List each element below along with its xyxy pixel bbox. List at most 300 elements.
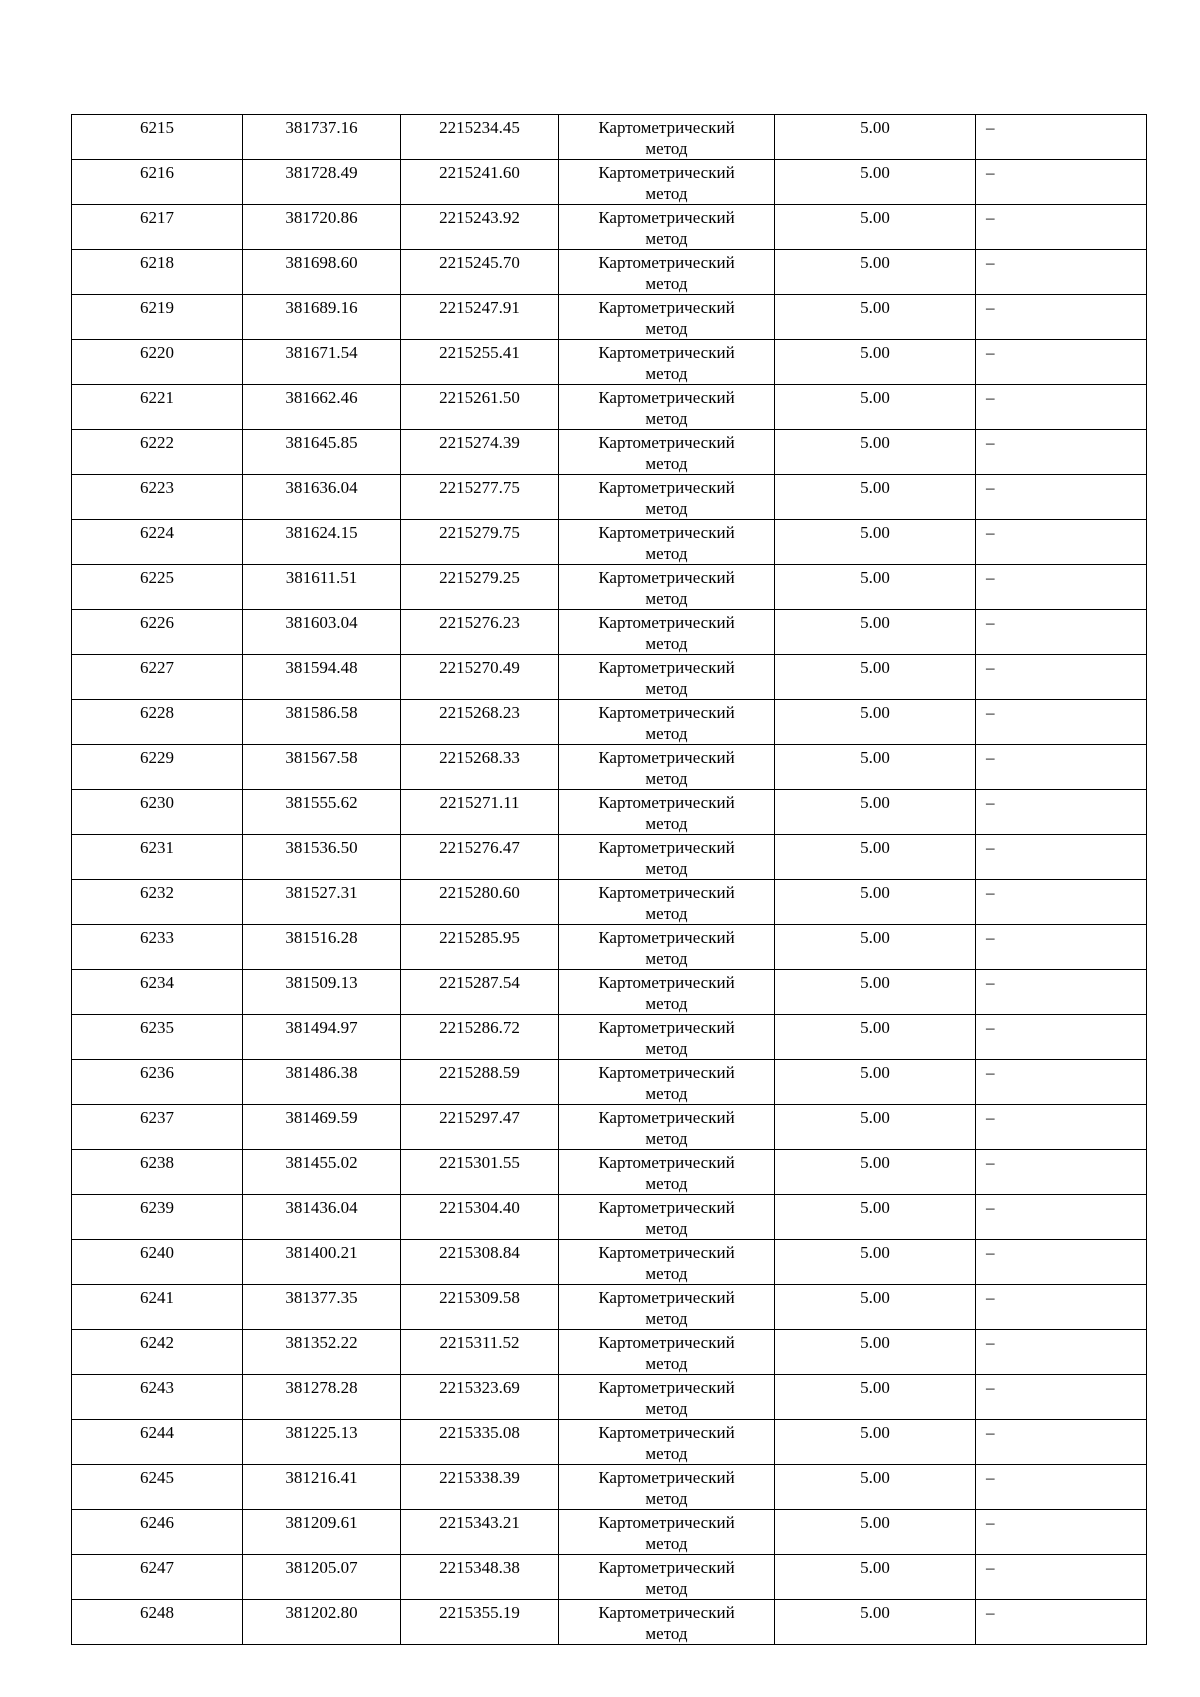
y-coordinate-cell: 2215348.38: [401, 1555, 559, 1600]
x-coordinate-cell: 381698.60: [243, 250, 401, 295]
note-cell: –: [976, 115, 1147, 160]
method-line-1: Картометрический: [598, 928, 735, 947]
method-cell: [559, 1420, 775, 1465]
table-row: [72, 880, 1147, 925]
method-line-1: Картометрический: [598, 1063, 735, 1082]
x-coordinate-cell: 381567.58: [243, 745, 401, 790]
table-row: [72, 475, 1147, 520]
method-line-2: метод: [645, 1039, 688, 1058]
table-row: [72, 745, 1147, 790]
y-coordinate-cell: 2215338.39: [401, 1465, 559, 1510]
y-coordinate-cell: 2215311.52: [401, 1330, 559, 1375]
table-row: [72, 925, 1147, 970]
y-coordinate-cell: 2215323.69: [401, 1375, 559, 1420]
accuracy-cell: 5.00: [775, 160, 976, 205]
accuracy-cell: 5.00: [775, 295, 976, 340]
x-coordinate-cell: 381671.54: [243, 340, 401, 385]
accuracy-cell: 5.00: [775, 745, 976, 790]
table-row: [72, 1510, 1147, 1555]
method-line-1: Картометрический: [598, 568, 735, 587]
point-number-cell: 6248: [72, 1600, 243, 1645]
table-row: [72, 1015, 1147, 1060]
table-row: [72, 115, 1147, 160]
method-line-1: Картометрический: [598, 1423, 735, 1442]
method-line-2: метод: [645, 1264, 688, 1283]
method-cell: [559, 655, 775, 700]
y-coordinate-cell: 2215335.08: [401, 1420, 559, 1465]
point-number-cell: 6238: [72, 1150, 243, 1195]
method-line-1: Картометрический: [598, 658, 735, 677]
table-row: [72, 1375, 1147, 1420]
note-cell: –: [976, 1195, 1147, 1240]
note-cell: –: [976, 1285, 1147, 1330]
method-line-2: метод: [645, 1624, 688, 1643]
y-coordinate-cell: 2215301.55: [401, 1150, 559, 1195]
method-line-2: метод: [645, 499, 688, 518]
point-number-cell: 6228: [72, 700, 243, 745]
note-cell: –: [976, 205, 1147, 250]
point-number-cell: 6218: [72, 250, 243, 295]
point-number-cell: 6215: [72, 115, 243, 160]
x-coordinate-cell: 381225.13: [243, 1420, 401, 1465]
y-coordinate-cell: 2215308.84: [401, 1240, 559, 1285]
method-cell: [559, 1465, 775, 1510]
note-cell: –: [976, 1105, 1147, 1150]
table-row: [72, 1330, 1147, 1375]
method-line-2: метод: [645, 1084, 688, 1103]
table-row: [72, 1150, 1147, 1195]
method-cell: [559, 1510, 775, 1555]
point-number-cell: 6243: [72, 1375, 243, 1420]
accuracy-cell: 5.00: [775, 1240, 976, 1285]
method-line-1: Картометрический: [598, 748, 735, 767]
point-number-cell: 6217: [72, 205, 243, 250]
method-line-2: метод: [645, 184, 688, 203]
method-cell: [559, 520, 775, 565]
method-cell: [559, 340, 775, 385]
point-number-cell: 6229: [72, 745, 243, 790]
note-cell: –: [976, 160, 1147, 205]
accuracy-cell: 5.00: [775, 520, 976, 565]
method-line-2: метод: [645, 544, 688, 563]
note-cell: –: [976, 835, 1147, 880]
method-line-1: Картометрический: [598, 343, 735, 362]
table-row: [72, 700, 1147, 745]
table-row: [72, 160, 1147, 205]
method-cell: [559, 1195, 775, 1240]
x-coordinate-cell: 381352.22: [243, 1330, 401, 1375]
y-coordinate-cell: 2215241.60: [401, 160, 559, 205]
table-row: [72, 1195, 1147, 1240]
note-cell: –: [976, 1510, 1147, 1555]
note-cell: –: [976, 250, 1147, 295]
method-line-1: Картометрический: [598, 478, 735, 497]
point-number-cell: 6223: [72, 475, 243, 520]
point-number-cell: 6224: [72, 520, 243, 565]
x-coordinate-cell: 381555.62: [243, 790, 401, 835]
point-number-cell: 6247: [72, 1555, 243, 1600]
method-line-1: Картометрический: [598, 298, 735, 317]
x-coordinate-cell: 381216.41: [243, 1465, 401, 1510]
y-coordinate-cell: 2215270.49: [401, 655, 559, 700]
method-line-1: Картометрический: [598, 1198, 735, 1217]
y-coordinate-cell: 2215297.47: [401, 1105, 559, 1150]
table-row: [72, 835, 1147, 880]
y-coordinate-cell: 2215279.25: [401, 565, 559, 610]
note-cell: –: [976, 610, 1147, 655]
point-number-cell: 6216: [72, 160, 243, 205]
method-line-2: метод: [645, 814, 688, 833]
method-line-1: Картометрический: [598, 1558, 735, 1577]
method-cell: [559, 385, 775, 430]
note-cell: –: [976, 1240, 1147, 1285]
point-number-cell: 6233: [72, 925, 243, 970]
y-coordinate-cell: 2215280.60: [401, 880, 559, 925]
note-cell: –: [976, 970, 1147, 1015]
accuracy-cell: 5.00: [775, 430, 976, 475]
point-number-cell: 6245: [72, 1465, 243, 1510]
table-row: [72, 1420, 1147, 1465]
method-line-2: метод: [645, 1219, 688, 1238]
method-line-1: Картометрический: [598, 703, 735, 722]
note-cell: –: [976, 790, 1147, 835]
method-cell: [559, 205, 775, 250]
x-coordinate-cell: 381689.16: [243, 295, 401, 340]
method-cell: [559, 1060, 775, 1105]
method-line-2: метод: [645, 1309, 688, 1328]
method-line-2: метод: [645, 1174, 688, 1193]
table-row: [72, 1555, 1147, 1600]
method-line-2: метод: [645, 679, 688, 698]
x-coordinate-cell: 381377.35: [243, 1285, 401, 1330]
method-line-2: метод: [645, 1129, 688, 1148]
accuracy-cell: 5.00: [775, 1105, 976, 1150]
point-number-cell: 6225: [72, 565, 243, 610]
point-number-cell: 6222: [72, 430, 243, 475]
accuracy-cell: 5.00: [775, 205, 976, 250]
note-cell: –: [976, 1330, 1147, 1375]
x-coordinate-cell: 381516.28: [243, 925, 401, 970]
method-line-2: метод: [645, 229, 688, 248]
point-number-cell: 6230: [72, 790, 243, 835]
point-number-cell: 6220: [72, 340, 243, 385]
accuracy-cell: 5.00: [775, 925, 976, 970]
method-cell: [559, 1240, 775, 1285]
note-cell: –: [976, 700, 1147, 745]
method-line-1: Картометрический: [598, 208, 735, 227]
x-coordinate-cell: 381527.31: [243, 880, 401, 925]
method-line-1: Картометрический: [598, 1333, 735, 1352]
x-coordinate-cell: 381278.28: [243, 1375, 401, 1420]
table-row: [72, 1060, 1147, 1105]
method-line-1: Картометрический: [598, 1513, 735, 1532]
method-cell: [559, 1285, 775, 1330]
x-coordinate-cell: 381202.80: [243, 1600, 401, 1645]
method-cell: [559, 880, 775, 925]
accuracy-cell: 5.00: [775, 1060, 976, 1105]
y-coordinate-cell: 2215355.19: [401, 1600, 559, 1645]
method-line-2: метод: [645, 859, 688, 878]
note-cell: –: [976, 880, 1147, 925]
accuracy-cell: 5.00: [775, 1465, 976, 1510]
x-coordinate-cell: 381737.16: [243, 115, 401, 160]
table-row: [72, 610, 1147, 655]
accuracy-cell: 5.00: [775, 565, 976, 610]
table-row: [72, 655, 1147, 700]
y-coordinate-cell: 2215309.58: [401, 1285, 559, 1330]
method-line-1: Картометрический: [598, 1468, 735, 1487]
method-line-1: Картометрический: [598, 1288, 735, 1307]
point-number-cell: 6239: [72, 1195, 243, 1240]
method-line-1: Картометрический: [598, 838, 735, 857]
note-cell: –: [976, 1150, 1147, 1195]
point-number-cell: 6244: [72, 1420, 243, 1465]
note-cell: –: [976, 520, 1147, 565]
method-line-2: метод: [645, 994, 688, 1013]
note-cell: –: [976, 340, 1147, 385]
y-coordinate-cell: 2215276.23: [401, 610, 559, 655]
y-coordinate-cell: 2215285.95: [401, 925, 559, 970]
method-line-2: метод: [645, 724, 688, 743]
y-coordinate-cell: 2215234.45: [401, 115, 559, 160]
method-line-2: метод: [645, 1489, 688, 1508]
y-coordinate-cell: 2215286.72: [401, 1015, 559, 1060]
y-coordinate-cell: 2215243.92: [401, 205, 559, 250]
note-cell: –: [976, 1465, 1147, 1510]
accuracy-cell: 5.00: [775, 115, 976, 160]
method-cell: [559, 790, 775, 835]
method-line-2: метод: [645, 904, 688, 923]
y-coordinate-cell: 2215261.50: [401, 385, 559, 430]
note-cell: –: [976, 1375, 1147, 1420]
accuracy-cell: 5.00: [775, 475, 976, 520]
method-cell: [559, 1330, 775, 1375]
accuracy-cell: 5.00: [775, 1555, 976, 1600]
note-cell: –: [976, 475, 1147, 520]
point-number-cell: 6246: [72, 1510, 243, 1555]
x-coordinate-cell: 381536.50: [243, 835, 401, 880]
table-row: [72, 430, 1147, 475]
accuracy-cell: 5.00: [775, 1150, 976, 1195]
method-line-1: Картометрический: [598, 433, 735, 452]
method-cell: [559, 475, 775, 520]
point-number-cell: 6234: [72, 970, 243, 1015]
accuracy-cell: 5.00: [775, 1375, 976, 1420]
table-row: [72, 1240, 1147, 1285]
point-number-cell: 6227: [72, 655, 243, 700]
point-number-cell: 6231: [72, 835, 243, 880]
method-line-2: метод: [645, 319, 688, 338]
y-coordinate-cell: 2215274.39: [401, 430, 559, 475]
accuracy-cell: 5.00: [775, 880, 976, 925]
note-cell: –: [976, 1420, 1147, 1465]
method-line-1: Картометрический: [598, 388, 735, 407]
note-cell: –: [976, 925, 1147, 970]
note-cell: –: [976, 565, 1147, 610]
method-line-1: Картометрический: [598, 1378, 735, 1397]
point-number-cell: 6221: [72, 385, 243, 430]
note-cell: –: [976, 430, 1147, 475]
y-coordinate-cell: 2215279.75: [401, 520, 559, 565]
y-coordinate-cell: 2215304.40: [401, 1195, 559, 1240]
coordinates-table-body: [72, 115, 1147, 1645]
method-line-2: метод: [645, 364, 688, 383]
accuracy-cell: 5.00: [775, 1330, 976, 1375]
point-number-cell: 6240: [72, 1240, 243, 1285]
note-cell: –: [976, 1060, 1147, 1105]
x-coordinate-cell: 381586.58: [243, 700, 401, 745]
method-line-1: Картометрический: [598, 973, 735, 992]
point-number-cell: 6219: [72, 295, 243, 340]
method-cell: [559, 250, 775, 295]
table-row: [72, 295, 1147, 340]
accuracy-cell: 5.00: [775, 655, 976, 700]
y-coordinate-cell: 2215247.91: [401, 295, 559, 340]
method-line-1: Картометрический: [598, 1018, 735, 1037]
y-coordinate-cell: 2215288.59: [401, 1060, 559, 1105]
table-row: [72, 385, 1147, 430]
method-cell: [559, 835, 775, 880]
method-cell: [559, 430, 775, 475]
method-line-1: Картометрический: [598, 253, 735, 272]
method-cell: [559, 295, 775, 340]
point-number-cell: 6236: [72, 1060, 243, 1105]
x-coordinate-cell: 381205.07: [243, 1555, 401, 1600]
method-line-1: Картометрический: [598, 163, 735, 182]
note-cell: –: [976, 295, 1147, 340]
accuracy-cell: 5.00: [775, 790, 976, 835]
table-row: [72, 790, 1147, 835]
x-coordinate-cell: 381436.04: [243, 1195, 401, 1240]
x-coordinate-cell: 381469.59: [243, 1105, 401, 1150]
method-line-2: метод: [645, 769, 688, 788]
method-line-1: Картометрический: [598, 1153, 735, 1172]
method-line-2: метод: [645, 1534, 688, 1553]
x-coordinate-cell: 381594.48: [243, 655, 401, 700]
x-coordinate-cell: 381611.51: [243, 565, 401, 610]
method-cell: [559, 1555, 775, 1600]
accuracy-cell: 5.00: [775, 1285, 976, 1330]
method-line-2: метод: [645, 139, 688, 158]
y-coordinate-cell: 2215255.41: [401, 340, 559, 385]
accuracy-cell: 5.00: [775, 835, 976, 880]
table-row: [72, 520, 1147, 565]
method-cell: [559, 1150, 775, 1195]
method-cell: [559, 745, 775, 790]
method-line-2: метод: [645, 589, 688, 608]
method-cell: [559, 1375, 775, 1420]
note-cell: –: [976, 1015, 1147, 1060]
method-cell: [559, 1600, 775, 1645]
accuracy-cell: 5.00: [775, 610, 976, 655]
x-coordinate-cell: 381728.49: [243, 160, 401, 205]
accuracy-cell: 5.00: [775, 1510, 976, 1555]
method-cell: [559, 115, 775, 160]
x-coordinate-cell: 381624.15: [243, 520, 401, 565]
table-row: [72, 250, 1147, 295]
method-cell: [559, 160, 775, 205]
note-cell: –: [976, 385, 1147, 430]
y-coordinate-cell: 2215271.11: [401, 790, 559, 835]
method-line-2: метод: [645, 1399, 688, 1418]
x-coordinate-cell: 381509.13: [243, 970, 401, 1015]
note-cell: –: [976, 1600, 1147, 1645]
accuracy-cell: 5.00: [775, 1600, 976, 1645]
table-row: [72, 1105, 1147, 1150]
method-line-2: метод: [645, 409, 688, 428]
y-coordinate-cell: 2215343.21: [401, 1510, 559, 1555]
point-number-cell: 6237: [72, 1105, 243, 1150]
method-line-1: Картометрический: [598, 793, 735, 812]
method-line-2: метод: [645, 1579, 688, 1598]
method-line-1: Картометрический: [598, 523, 735, 542]
point-number-cell: 6235: [72, 1015, 243, 1060]
accuracy-cell: 5.00: [775, 1420, 976, 1465]
method-line-1: Картометрический: [598, 1108, 735, 1127]
point-number-cell: 6241: [72, 1285, 243, 1330]
method-line-2: метод: [645, 634, 688, 653]
method-line-1: Картометрический: [598, 118, 735, 137]
accuracy-cell: 5.00: [775, 700, 976, 745]
method-line-1: Картометрический: [598, 883, 735, 902]
method-line-2: метод: [645, 454, 688, 473]
method-line-1: Картометрический: [598, 1603, 735, 1622]
x-coordinate-cell: 381720.86: [243, 205, 401, 250]
y-coordinate-cell: 2215268.33: [401, 745, 559, 790]
method-cell: [559, 565, 775, 610]
y-coordinate-cell: 2215268.23: [401, 700, 559, 745]
note-cell: –: [976, 655, 1147, 700]
method-line-2: метод: [645, 274, 688, 293]
note-cell: –: [976, 745, 1147, 790]
method-line-2: метод: [645, 949, 688, 968]
y-coordinate-cell: 2215277.75: [401, 475, 559, 520]
point-number-cell: 6242: [72, 1330, 243, 1375]
x-coordinate-cell: 381209.61: [243, 1510, 401, 1555]
method-line-2: метод: [645, 1354, 688, 1373]
coordinates-table: [71, 114, 1147, 1645]
table-row: [72, 1465, 1147, 1510]
method-line-1: Картометрический: [598, 613, 735, 632]
accuracy-cell: 5.00: [775, 1015, 976, 1060]
point-number-cell: 6232: [72, 880, 243, 925]
accuracy-cell: 5.00: [775, 1195, 976, 1240]
x-coordinate-cell: 381603.04: [243, 610, 401, 655]
accuracy-cell: 5.00: [775, 385, 976, 430]
method-cell: [559, 610, 775, 655]
table-row: [72, 970, 1147, 1015]
x-coordinate-cell: 381486.38: [243, 1060, 401, 1105]
method-cell: [559, 1015, 775, 1060]
note-cell: –: [976, 1555, 1147, 1600]
x-coordinate-cell: 381400.21: [243, 1240, 401, 1285]
method-cell: [559, 1105, 775, 1150]
x-coordinate-cell: 381662.46: [243, 385, 401, 430]
method-line-1: Картометрический: [598, 1243, 735, 1262]
table-row: [72, 340, 1147, 385]
y-coordinate-cell: 2215245.70: [401, 250, 559, 295]
accuracy-cell: 5.00: [775, 340, 976, 385]
y-coordinate-cell: 2215287.54: [401, 970, 559, 1015]
method-cell: [559, 700, 775, 745]
table-row: [72, 205, 1147, 250]
x-coordinate-cell: 381455.02: [243, 1150, 401, 1195]
x-coordinate-cell: 381645.85: [243, 430, 401, 475]
y-coordinate-cell: 2215276.47: [401, 835, 559, 880]
accuracy-cell: 5.00: [775, 250, 976, 295]
method-cell: [559, 925, 775, 970]
method-line-2: метод: [645, 1444, 688, 1463]
